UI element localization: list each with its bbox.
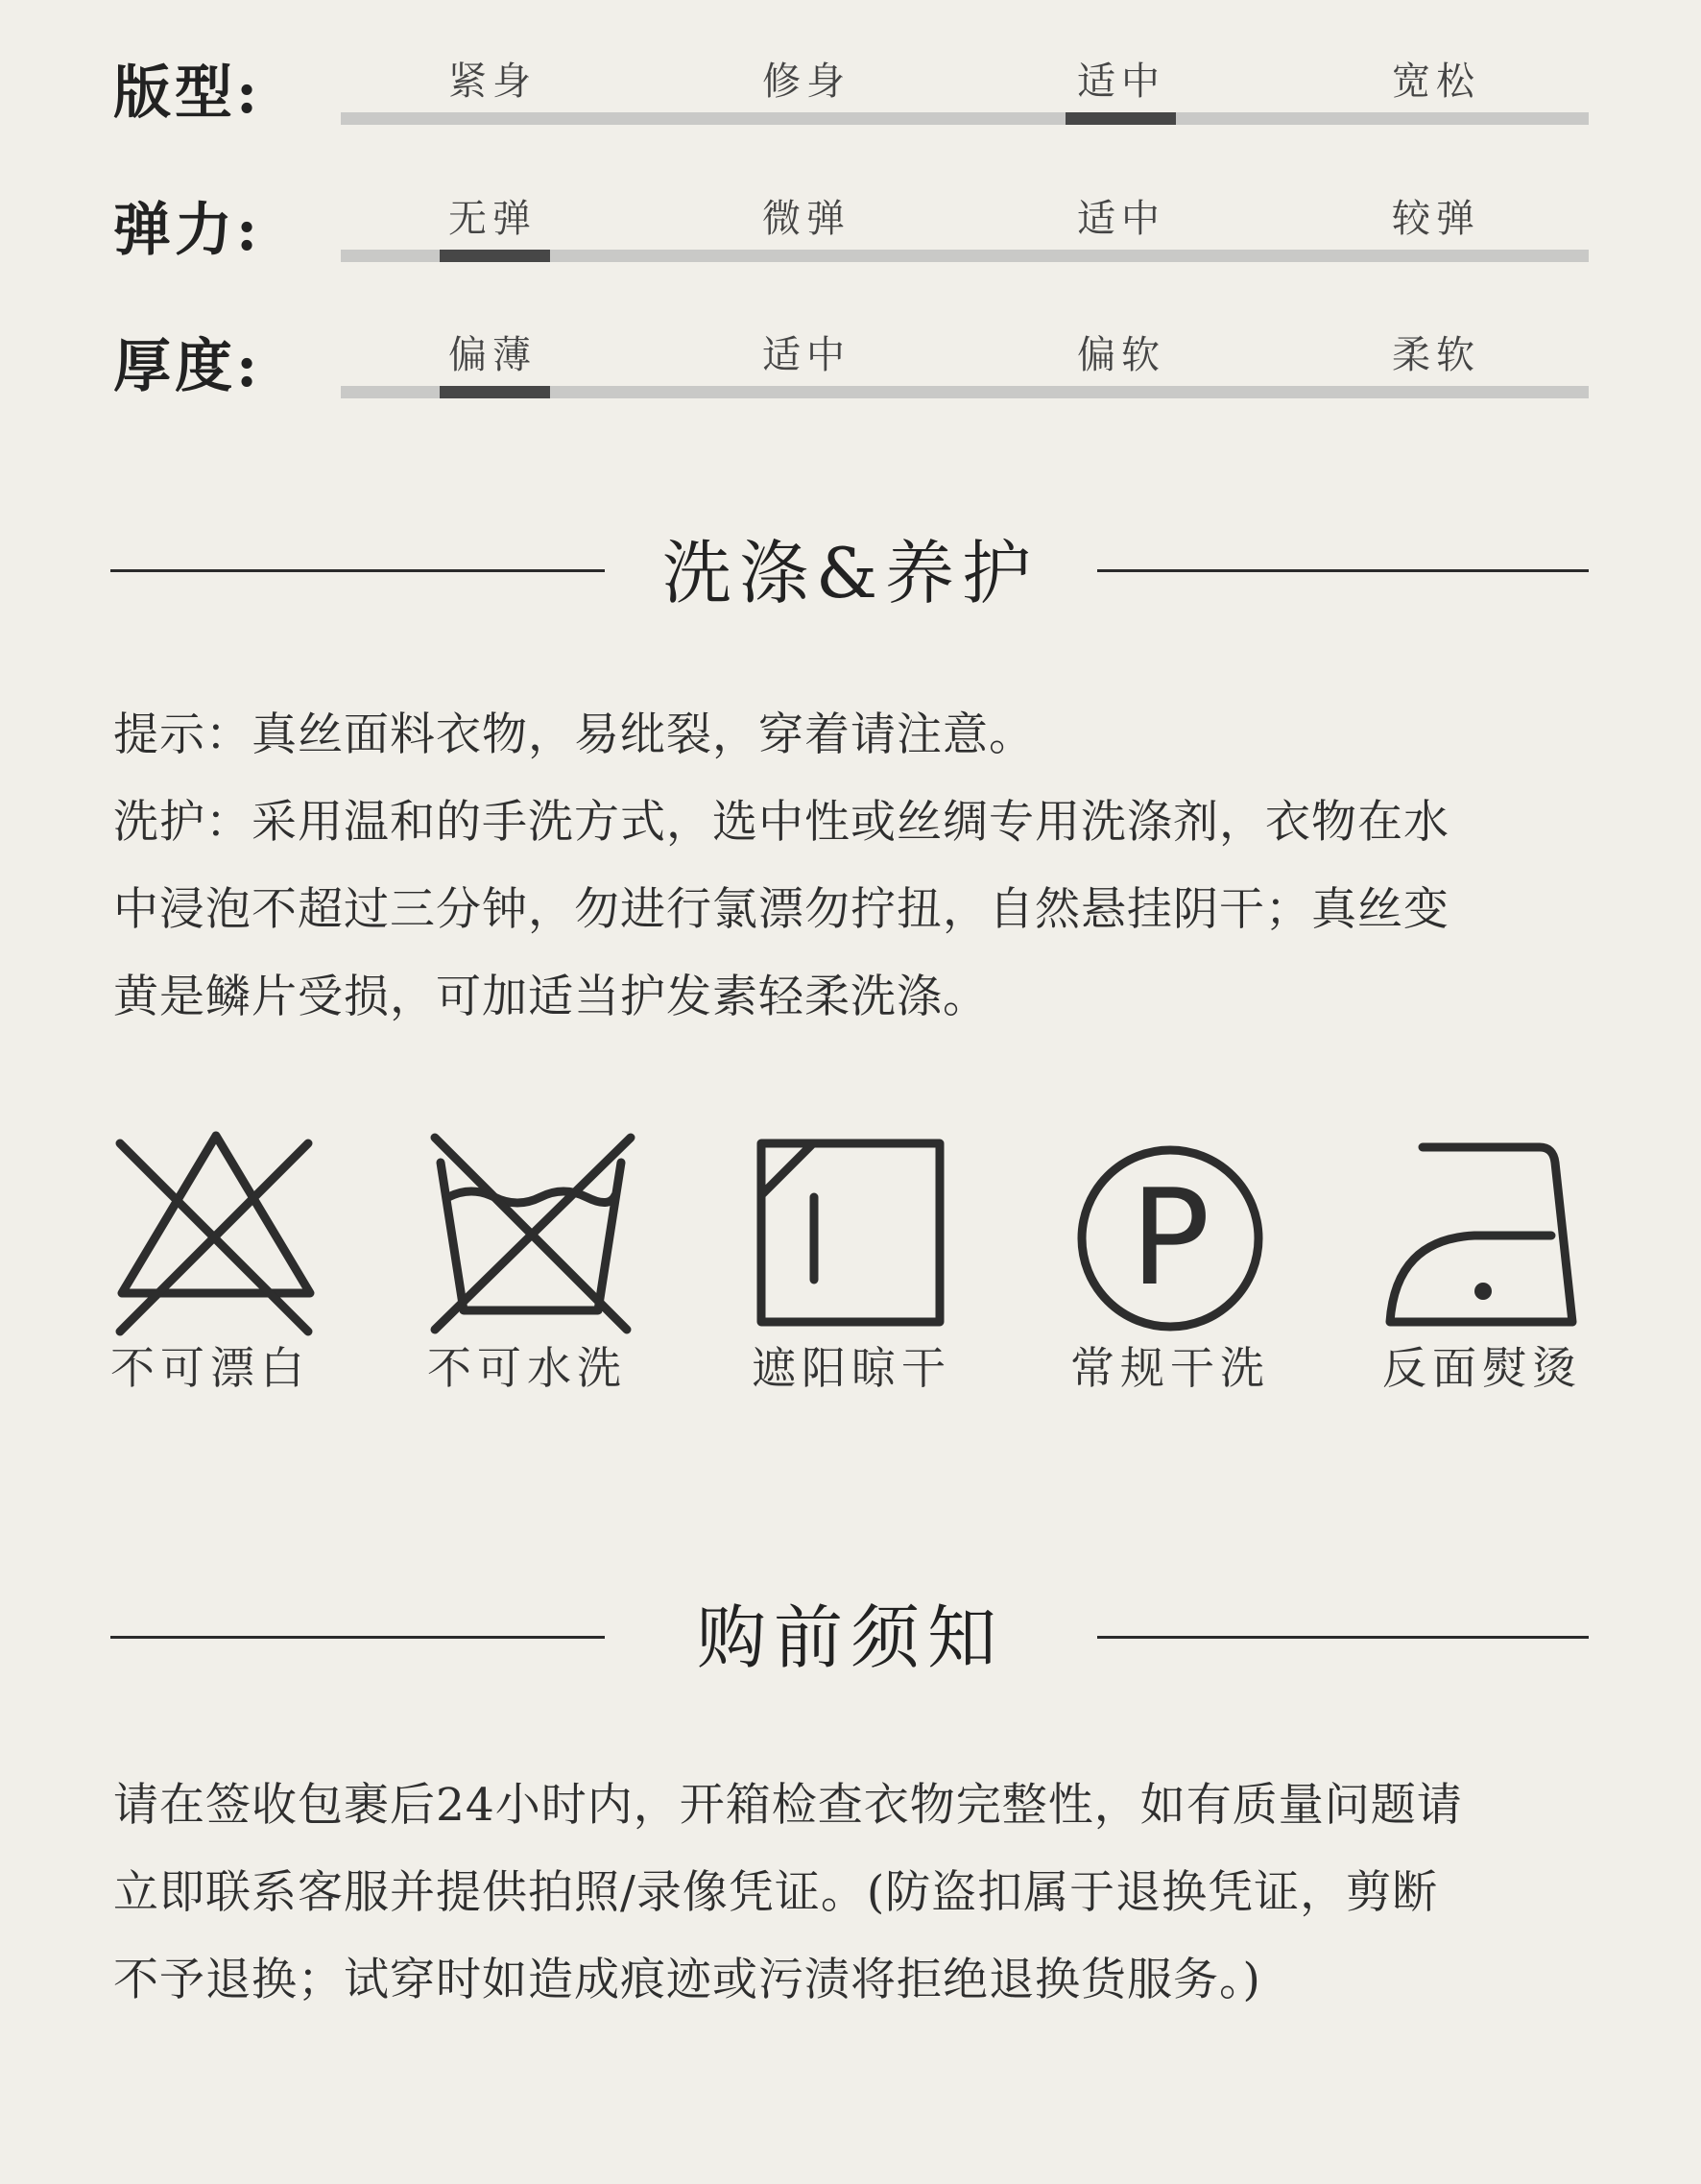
no-bleach-icon	[110, 1128, 322, 1339]
elasticity-option-none: 无弹	[448, 197, 537, 241]
fit-option-loose: 宽松	[1392, 60, 1480, 104]
fit-selected-marker	[1066, 112, 1176, 125]
thickness-option-soft: 偏软	[1077, 333, 1165, 377]
care-label-no-bleach: 不可漂白	[110, 1342, 310, 1394]
thickness-option-medium: 适中	[762, 333, 850, 377]
care-item-no-wash	[427, 1128, 667, 1397]
shade-dry-icon	[752, 1128, 963, 1339]
thickness-label: 厚度:	[113, 333, 262, 400]
care-wash-line-3: 黄是鳞片受损，可加适当护发素轻柔洗涤。	[113, 971, 989, 1023]
care-title-rule-left	[110, 569, 605, 572]
purchase-title-rule-right	[1097, 1636, 1589, 1639]
svg-text:P: P	[1130, 1161, 1210, 1315]
elasticity-label: 弹力:	[113, 197, 262, 264]
care-label-dry-clean: 常规干洗	[1070, 1342, 1270, 1394]
fit-scale-bar	[341, 112, 1589, 125]
elasticity-selected-marker	[440, 250, 550, 262]
thickness-scale-bar	[341, 386, 1589, 398]
care-item-no-bleach	[110, 1128, 350, 1397]
care-section-title: 洗涤&养护	[661, 533, 1040, 613]
care-item-dry-clean	[1070, 1128, 1310, 1397]
elasticity-option-medium: 适中	[1077, 197, 1165, 241]
thickness-option-very-soft: 柔软	[1392, 333, 1480, 377]
fit-label: 版型:	[113, 60, 262, 127]
care-item-shade-dry	[752, 1128, 992, 1397]
elasticity-option-slight: 微弹	[762, 197, 850, 241]
care-label-iron: 反面熨烫	[1382, 1342, 1582, 1394]
fit-option-regular: 适中	[1077, 60, 1165, 104]
iron-icon	[1382, 1128, 1593, 1339]
no-wash-icon	[427, 1128, 638, 1339]
care-title-rule-right	[1097, 569, 1589, 572]
elasticity-scale-bar	[341, 250, 1589, 262]
care-tip: 提示：真丝面料衣物，易纰裂，穿着请注意。	[113, 708, 1035, 761]
fit-option-slim: 修身	[762, 60, 850, 104]
care-wash-line-1: 洗护：采用温和的手洗方式，选中性或丝绸专用洗涤剂，衣物在水	[113, 796, 1449, 849]
care-wash-line-2: 中浸泡不超过三分钟，勿进行氯漂勿拧扭，自然悬挂阴干；真丝变	[113, 883, 1449, 936]
fit-option-tight: 紧身	[448, 60, 537, 104]
purchase-line-2: 立即联系客服并提供拍照/录像凭证。(防盗扣属于退换凭证，剪断	[113, 1866, 1439, 1919]
thickness-option-thin: 偏薄	[448, 333, 537, 377]
elasticity-option-high: 较弹	[1392, 197, 1480, 241]
purchase-text	[113, 1762, 1592, 2024]
care-item-iron	[1382, 1128, 1622, 1397]
care-label-shade-dry: 遮阳晾干	[752, 1342, 951, 1394]
purchase-line-1: 请在签收包裹后24小时内，开箱检查衣物完整性，如有质量问题请	[113, 1779, 1463, 1832]
purchase-title-rule-left	[110, 1636, 605, 1639]
thickness-selected-marker	[440, 386, 550, 398]
care-text	[113, 691, 1592, 1041]
purchase-line-3: 不予退换；试穿时如造成痕迹或污渍将拒绝退换货服务。)	[113, 1954, 1261, 2006]
dry-clean-p-icon	[1070, 1128, 1282, 1339]
purchase-section-title: 购前须知	[696, 1597, 1004, 1678]
care-label-no-wash: 不可水洗	[427, 1342, 627, 1394]
